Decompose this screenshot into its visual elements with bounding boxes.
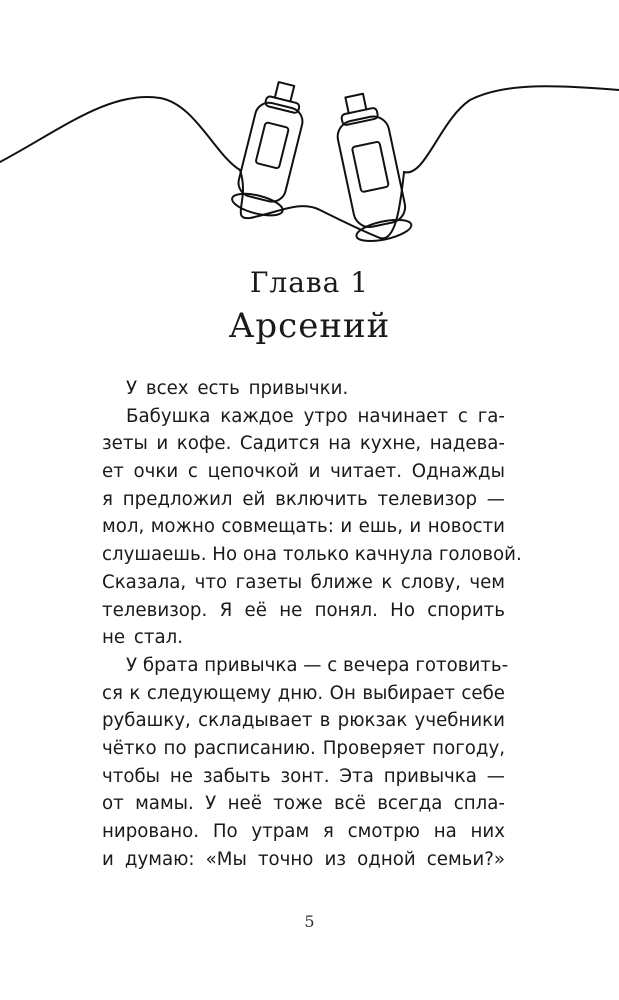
text-line: зеты и кофе. Садится на кухне, надева- bbox=[102, 433, 505, 455]
text-line: от мамы. У неё тоже всё всегда спла- bbox=[102, 793, 505, 815]
text-line: я предложил ей включить телевизор — bbox=[102, 488, 505, 510]
text-line: Бабушка каждое утро начинает с га- bbox=[126, 405, 505, 427]
text-line: У брата привычка — с вечера готовить- bbox=[126, 654, 509, 676]
text-line: ся к следующему дню. Он выбирает себе bbox=[102, 682, 505, 704]
text-line: не стал. bbox=[102, 627, 184, 649]
text-line: нировано. По утрам я смотрю на них bbox=[102, 821, 505, 842]
text-line: мол, можно совмещать: и ешь, и новости bbox=[102, 516, 505, 538]
text-line: и думаю: «Мы точно из одной семьи?» bbox=[102, 848, 505, 870]
chapter-label: Глава 1 bbox=[249, 266, 370, 299]
walkie-talkies-line-drawing-icon bbox=[0, 60, 619, 260]
chapter-body-text bbox=[102, 375, 522, 873]
text-line: слушаешь. Но она только качнула головой. bbox=[102, 544, 522, 566]
text-line: У всех есть привычки. bbox=[126, 378, 349, 399]
page-number: 5 bbox=[304, 912, 315, 931]
text-line: ет очки с цепочкой и читает. Однажды bbox=[102, 461, 505, 483]
text-line: телевизор. Я её не понял. Но спорить bbox=[102, 599, 505, 621]
text-line: чтобы не забыть зонт. Эта привычка — bbox=[102, 765, 505, 787]
chapter-title: Арсений bbox=[228, 306, 391, 346]
text-line: чётко по расписанию. Проверяет погоду, bbox=[102, 737, 505, 759]
text-line: рубашку, складывает в рюкзак учебники bbox=[102, 710, 505, 732]
text-line: Сказала, что газеты ближе к слову, чем bbox=[102, 571, 505, 593]
